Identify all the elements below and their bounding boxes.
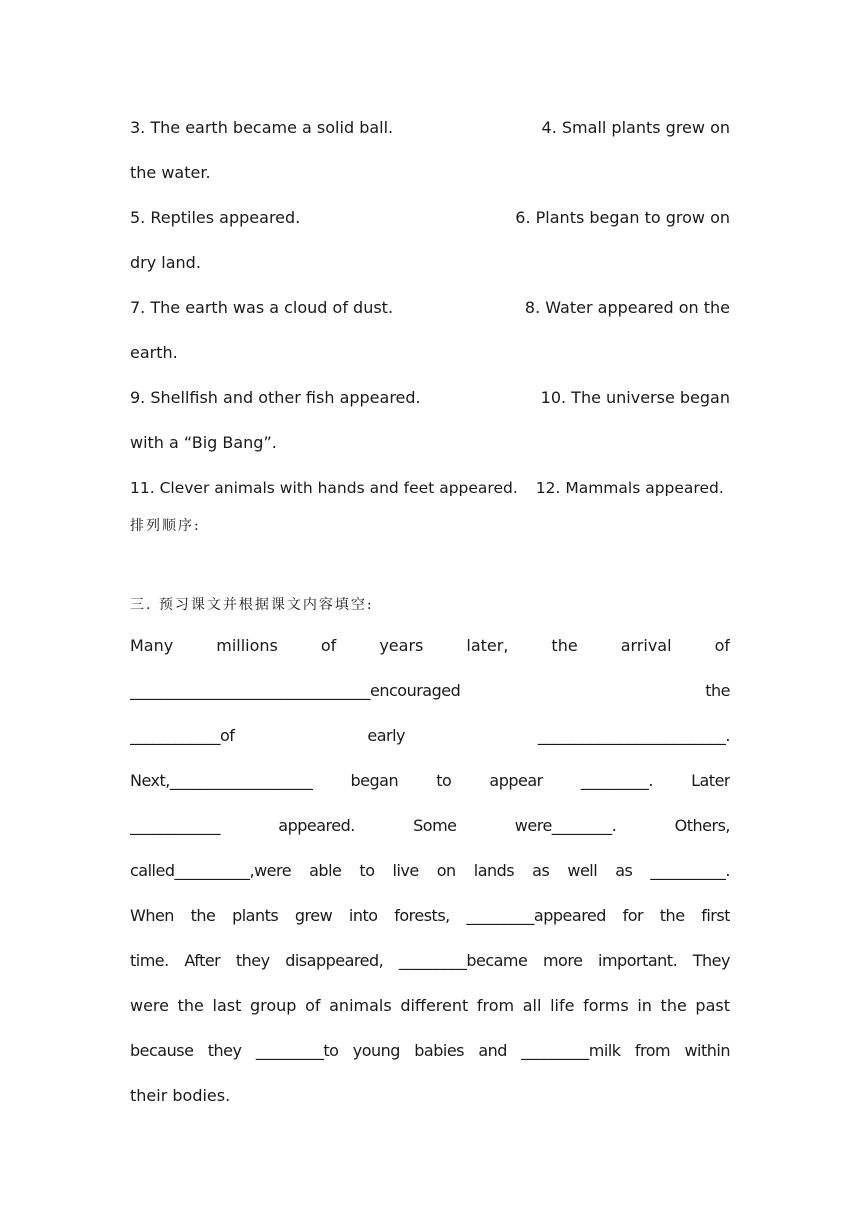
passage-line-3: ____________of early _________________________. bbox=[130, 726, 730, 745]
sentence-6-continued: dry land. bbox=[130, 253, 201, 272]
sentence-7: 7. The earth was a cloud of dust. bbox=[130, 298, 394, 317]
sentence-4-continued: the water. bbox=[130, 163, 211, 182]
passage-line-11: their bodies. bbox=[130, 1086, 231, 1105]
sentence-row-9-10 bbox=[130, 383, 730, 413]
sentence-row-11-12 bbox=[130, 473, 730, 503]
sentence-9: 9. Shellfish and other fish appeared. bbox=[130, 388, 421, 407]
sentence-8: 8. Water appeared on the bbox=[524, 298, 730, 317]
sentence-3: 3. The earth became a solid ball. bbox=[130, 118, 394, 137]
order-label: 排列顺序: bbox=[130, 518, 201, 534]
sentence-10-continued: with a “Big Bang”. bbox=[130, 433, 277, 452]
passage-line-5: ____________ appeared. Some were________. Others, bbox=[130, 816, 730, 835]
section-3-heading: 三. 预习课文并根据课文内容填空: bbox=[130, 597, 374, 613]
sentence-4: 4. Small plants grew on bbox=[541, 118, 730, 137]
passage-line-9: were the last group of animals different from all life forms in the past bbox=[130, 996, 730, 1015]
passage-line-7: When the plants grew into forests, _________appeared for the first bbox=[130, 906, 730, 925]
sentence-5: 5. Reptiles appeared. bbox=[130, 208, 301, 227]
sentence-12: 12. Mammals appeared. bbox=[535, 479, 724, 497]
sentence-10: 10. The universe began bbox=[540, 388, 730, 407]
sentence-row-5-6 bbox=[130, 203, 730, 233]
sentence-row-7-8 bbox=[130, 293, 730, 323]
passage-line-4: Next,___________________ began to appear _________. Later bbox=[130, 771, 730, 790]
sentence-row-3-4 bbox=[130, 113, 730, 143]
passage-line-2: ________________________________encouraged the bbox=[130, 681, 730, 700]
sentence-8-continued: earth. bbox=[130, 343, 178, 362]
passage-line-8: time. After they disappeared, _________became more important. They bbox=[130, 951, 730, 970]
sentence-11: 11. Clever animals with hands and feet appeared. bbox=[130, 479, 518, 497]
passage-line-6: called__________,were able to live on lands as well as __________. bbox=[130, 861, 730, 880]
passage-line-1: Many millions of years later, the arrival of bbox=[130, 636, 730, 655]
sentence-6: 6. Plants began to grow on bbox=[515, 208, 730, 227]
passage-line-10: because they _________to young babies and _________milk from within bbox=[130, 1041, 730, 1060]
